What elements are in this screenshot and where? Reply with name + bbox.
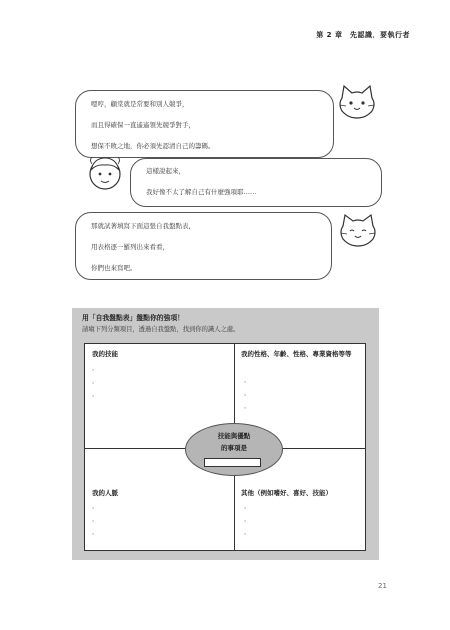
bullet: ． [92, 390, 99, 398]
bullet: ． [244, 515, 251, 523]
bullet: ． [244, 402, 251, 410]
center-blank-box[interactable] [204, 458, 261, 467]
bubble-3-line-1: 那就試著填寫下面這張自我盤點表， [91, 222, 195, 230]
page-number: 21 [378, 582, 387, 590]
bullet: ． [92, 502, 99, 510]
quadrant-other-bullets [244, 500, 251, 539]
center-label-2: 的事項是 [221, 444, 247, 452]
bubble-3-line-3: 你們也來寫吧。 [91, 264, 137, 272]
bullet: ． [92, 364, 99, 372]
bubble-1-line-3: 想保不敗之地，你必須先認清自己的籌碼。 [91, 142, 215, 150]
worksheet-title: 用「自我盤點表」盤點你的強項！ [82, 314, 184, 322]
girl-face-icon [86, 154, 124, 192]
bullet: ． [244, 502, 251, 510]
bubble-1-line-1: 嗯哼，顧棠就是常要和別人競爭， [91, 100, 189, 108]
bubble-3-line-2: 用表格逐一羅列出來看看， [91, 243, 169, 251]
quadrant-skills-bullets [92, 362, 99, 401]
bullet: ． [92, 377, 99, 385]
quadrant-skills-title: 我的技能 [92, 350, 118, 358]
bubble-2-line-1: 這樣說起來， [146, 167, 185, 175]
bubble-1-line-2: 而且得確保一直遙遙領先競爭對手， [91, 121, 195, 129]
speech-bubble-3 [75, 212, 332, 280]
cat-face-icon [336, 84, 378, 120]
speech-bubble-1 [75, 90, 334, 158]
quadrant-traits-bullets [244, 374, 251, 413]
speech-bubble-2 [130, 158, 382, 207]
quadrant-network-bullets [92, 500, 99, 539]
quadrant-network-title: 我的人脈 [92, 489, 118, 497]
bullet: ． [244, 376, 251, 384]
worksheet-subtitle: 請塡下列分類項目，透過自我盤點，找到你的識人之處。 [82, 326, 240, 333]
quadrant-traits-title: 我的性格、年齡、性格、專業資格等等 [241, 350, 352, 358]
quadrant-other-title: 其他（例如嗜好、喜好、技能） [241, 489, 332, 497]
bubble-2-line-2: 我好像不太了解自己有什麼強項耶…… [146, 188, 257, 196]
cat-face-icon [338, 212, 378, 248]
bullet: ． [92, 515, 99, 523]
center-label-1: 技能與優點 [217, 432, 251, 440]
chapter-header: 第 2 章 先認識．要執行者 [316, 31, 410, 39]
bullet: ． [92, 528, 99, 536]
bullet: ． [244, 528, 251, 536]
bullet: ． [244, 389, 251, 397]
